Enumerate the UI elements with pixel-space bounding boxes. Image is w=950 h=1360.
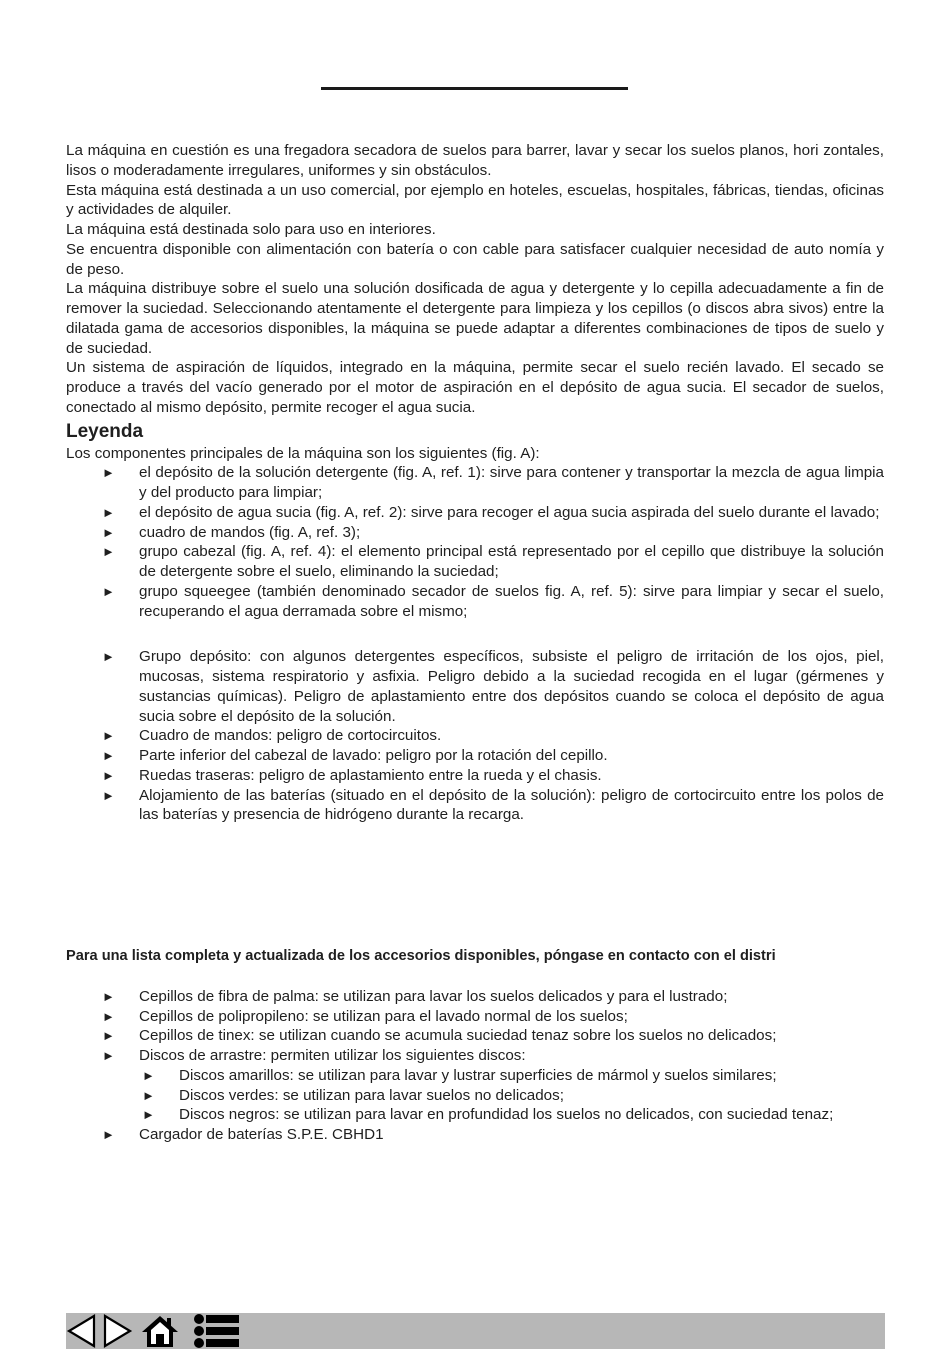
hazard-list bbox=[66, 647, 884, 825]
header-rule bbox=[321, 87, 628, 90]
home-icon[interactable] bbox=[140, 1313, 180, 1349]
disc-item: ► Discos verdes: se utilizan para lavar suelos no delicados; bbox=[142, 1086, 564, 1104]
accessory-item: ► Cepillos de polipropileno: se utilizan para el lavado normal de los suelos; bbox=[102, 1007, 628, 1025]
intro-paragraph-2: Esta máquina está destinada a un uso comercial, por ejemplo en hoteles, escuelas, hospitales, fábricas, tiendas, oficinas y actividades de alquiler. bbox=[66, 181, 884, 219]
legend-item: ► grupo cabezal (fig. A, ref. 4): el elemento principal está representado por el cepillo que distribuye la solución de detergente sobre el suelo, eliminando la suciedad; bbox=[102, 543, 884, 580]
prev-arrow-icon[interactable] bbox=[66, 1313, 98, 1349]
intro-paragraph-3: La máquina está destinada solo para uso en interiores. bbox=[66, 221, 436, 238]
intro-paragraph-4: Se encuentra disponible con alimentación con batería o con cable para satisfacer cualquier necesidad de auto nomía y de peso. bbox=[66, 240, 884, 278]
bullet-icon: ► bbox=[102, 748, 115, 763]
accessory-item: ► Discos de arrastre: permiten utilizar los siguientes discos: bbox=[102, 1047, 526, 1064]
bullet-icon: ► bbox=[102, 1028, 115, 1044]
legend-heading: Leyenda bbox=[66, 420, 144, 442]
legend-item: ► grupo squeegee (también denominado secador de suelos fig. A, ref. 5): sirve para limpiar y secar el suelo, recuperando el agua derramada sobre el mismo; bbox=[102, 582, 884, 620]
hazard-item: ► Parte inferior del cabezal de lavado: peligro por la rotación del cepillo. bbox=[102, 747, 608, 764]
accessories-list-end bbox=[66, 1125, 884, 1145]
page-content bbox=[66, 141, 884, 825]
next-arrow-icon[interactable] bbox=[101, 1313, 133, 1349]
accessory-item: ► Cargador de baterías S.P.E. CBHD1 bbox=[102, 1126, 384, 1143]
intro-paragraph-1: La máquina en cuestión es una fregadora secadora de suelos para barrer, lavar y secar los suelos planos, hori zontales, lisos o moderadamente irregulares, uniformes y sin obstáculos. bbox=[66, 142, 884, 179]
accessory-item: ► Cepillos de tinex: se utilizan cuando se acumula suciedad tenaz sobre los suelos no delicados; bbox=[102, 1027, 777, 1045]
bullet-icon: ► bbox=[102, 1008, 115, 1024]
hazard-item: ► Ruedas traseras: peligro de aplastamiento entre la rueda y el chasis. bbox=[102, 766, 602, 784]
bullet-icon: ► bbox=[102, 465, 115, 481]
legend-list bbox=[66, 463, 884, 621]
intro-paragraph-5: La máquina distribuye sobre el suelo una solución dosificada de agua y detergente y lo cepilla adecuadamente a fin de remover la suciedad. Seleccionando atentamente el detergente para limpieza y los cepillos (o discos abra sivos) entre la dilatada gama de accesorios disponibles, la máquina se puede adaptar a diferentes combinaciones de tipos de suelo y de suciedad. bbox=[66, 280, 884, 357]
bullet-icon: ► bbox=[102, 787, 115, 803]
bullet-icon: ► bbox=[102, 649, 115, 665]
bullet-icon: ► bbox=[102, 728, 115, 744]
intro-paragraph-6: Un sistema de aspiración de líquidos, integrado en la máquina, permite secar el suelo recién lavado. El secado se produce a través del vacío generado por el motor de aspiración en el depósito de agua sucia. El secador de suelos, conectado al mismo depósito, permite recoger el agua sucia. bbox=[66, 359, 884, 416]
disc-item: ► Discos negros: se utilizan para lavar en profundidad los suelos no delicados, con suciedad tenaz; bbox=[142, 1106, 834, 1124]
legend-intro: Los componentes principales de la máquina son los siguientes (fig. A): bbox=[66, 444, 540, 462]
hazard-item: ► Grupo depósito: con algunos detergentes específicos, subsiste el peligro de irritación de los ojos, piel, mucosas, sistema respiratorio y asfixia. Peligro debido a la suciedad recogida en el lugar (gérmenes y sustancias químicas). Peligro de aplastamiento entre dos depósitos cuando se coloca el depósito de agua sucia sobre el depósito de la solución. bbox=[102, 648, 884, 725]
bullet-icon: ► bbox=[102, 1127, 115, 1142]
legend-item: ► el depósito de agua sucia (fig. A, ref. 2): sirve para recoger el agua sucia aspirada del suelo durante el lavado; bbox=[102, 503, 880, 521]
accessories-list bbox=[66, 987, 884, 1066]
bullet-icon: ► bbox=[102, 504, 115, 520]
disc-sublist bbox=[66, 1066, 884, 1125]
bullet-icon: ► bbox=[142, 1067, 155, 1083]
accessories-note: Para una lista completa y actualizada de los accesorios disponibles, póngase en contacto con el distri bbox=[66, 948, 776, 964]
bullet-icon: ► bbox=[142, 1087, 155, 1103]
bullet-icon: ► bbox=[142, 1107, 155, 1123]
bullet-icon: ► bbox=[102, 1048, 115, 1063]
bullet-icon: ► bbox=[102, 988, 115, 1004]
legend-item: ► el depósito de la solución detergente (fig. A, ref. 1): sirve para contener y transportar la mezcla de agua limpia y del producto para limpiar; bbox=[102, 464, 884, 501]
disc-item: ► Discos amarillos: se utilizan para lavar y lustrar superficies de mármol y suelos similares; bbox=[142, 1066, 777, 1084]
footer-bar bbox=[66, 1313, 885, 1349]
legend-item: ► cuadro de mandos (fig. A, ref. 3); bbox=[102, 523, 361, 541]
bullet-icon: ► bbox=[102, 583, 115, 599]
bullet-icon: ► bbox=[102, 544, 115, 560]
accessories-section bbox=[66, 947, 884, 1145]
bullet-icon: ► bbox=[102, 767, 115, 783]
hazard-item: ► Cuadro de mandos: peligro de cortocircuitos. bbox=[102, 727, 442, 745]
bullet-icon: ► bbox=[102, 524, 115, 540]
menu-list-icon[interactable] bbox=[191, 1313, 241, 1349]
accessory-item: ► Cepillos de fibra de palma: se utilizan para lavar los suelos delicados y para el lustrado; bbox=[102, 987, 728, 1005]
hazard-item: ► Alojamiento de las baterías (situado en el depósito de la solución): peligro de cortocircuito entre los polos de las baterías y presencia de hidrógeno durante la recarga. bbox=[102, 786, 884, 824]
